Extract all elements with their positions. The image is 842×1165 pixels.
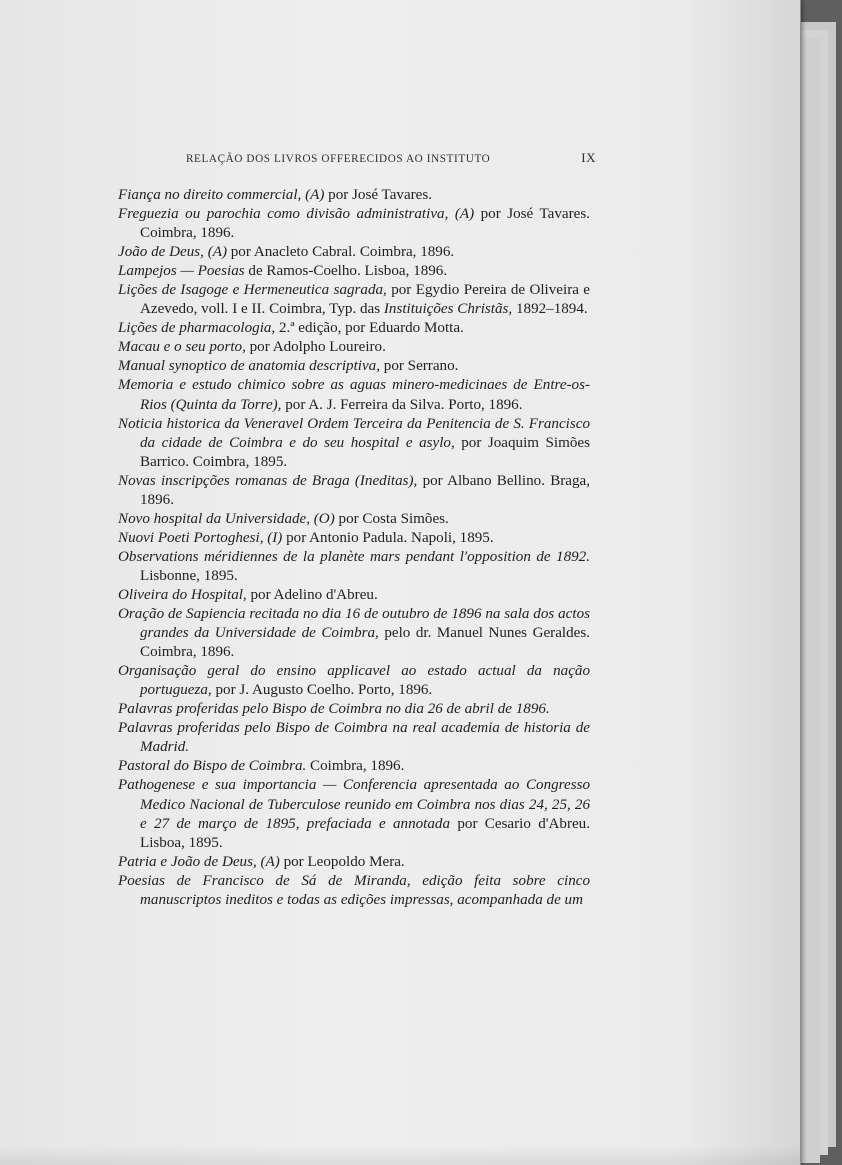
entry-details: por Serrano. — [380, 358, 459, 375]
entry-details: por Anacleto Cabral. Coimbra, 1896. — [226, 244, 455, 261]
bibliography-entry — [118, 262, 590, 281]
entry-details: por J. Augusto Coelho. Porto, 1896. — [211, 682, 433, 699]
entry-details: por Adelino d'Abreu. — [246, 586, 378, 603]
entry-title-secondary: Instituições Christãs, — [383, 301, 513, 318]
entry-title: Manual synoptico de anatomia descriptiva, — [118, 358, 381, 375]
bibliography-entry — [118, 338, 590, 357]
entry-details: por Albano Bellino. Braga, 1896. — [140, 472, 591, 508]
entry-details: por Adolpho Loureiro. — [245, 339, 386, 356]
entry-title: Patria e João de Deus, (A) — [118, 853, 280, 870]
running-title: RELAÇÃO DOS LIVROS OFFERECIDOS AO INSTITUTO — [186, 153, 491, 165]
entry-details: 2.ª edição, por Eduardo Motta. — [275, 320, 464, 337]
entry-title: Organisação geral do ensino applicavel ao estado actual da nação portugueza, — [118, 663, 590, 699]
entry-title: Novas inscripções romanas de Braga (Ineditas), — [118, 472, 418, 489]
bibliography-entry — [118, 415, 590, 472]
entry-title: Pathogenese e sua importancia — Conferencia apresentada ao Congresso Medico Nacional de Tuberculose reunido em Coimbra nos dias 24, 25, 26 e 27 de março de 1895, prefaciada e annotada — [118, 777, 590, 832]
entry-title: Freguezia ou parochia como divisão administrativa, (A) — [118, 206, 475, 223]
bibliography-entry — [118, 510, 590, 529]
entry-title: Oração de Sapiencia recitada no dia 16 de outubro de 1896 na sala dos actos grandes da Universidade de Coimbra, — [118, 606, 590, 642]
bibliography-entry — [118, 319, 590, 338]
bibliography-entry — [118, 243, 590, 262]
entry-title: Lampejos — Poesias — [118, 263, 245, 280]
bibliography-entry — [118, 186, 590, 205]
entry-title: Nuovi Poeti Portoghesi, (I) — [118, 529, 283, 546]
entry-details-secondary: 1892–1894. — [512, 301, 588, 318]
bibliography-list — [118, 186, 590, 910]
entry-details: por José Tavares. Coimbra, 1896. — [140, 206, 590, 242]
entry-title: Noticia historica da Veneravel Ordem Terceira da Penitencia de S. Francisco da cidade de Coimbra e do seu hospital e asylo, — [118, 415, 590, 451]
bibliography-entry — [118, 548, 590, 586]
bibliography-entry — [118, 205, 590, 243]
entry-details: por Costa Simões. — [334, 510, 449, 527]
running-head — [186, 150, 596, 166]
entry-details: por José Tavares. — [324, 187, 433, 203]
entry-title: Observations méridiennes de la planète mars pendant l'opposition de 1892. — [118, 548, 590, 565]
entry-details: por Egydio Pereira de Oliveira e Azevedo, voll. I e II. Coimbra, Typ. das — [140, 282, 590, 318]
entry-details: Coimbra, 1896. — [306, 758, 405, 775]
entry-details: Lisbonne, 1895. — [140, 567, 238, 584]
entry-details: por A. J. Ferreira da Silva. Porto, 1896. — [281, 396, 523, 413]
entry-title: Palavras proferidas pelo Bispo de Coimbra na real academia de historia de Madrid. — [118, 720, 590, 756]
bibliography-entry — [118, 605, 590, 662]
entry-title: Lições de pharmacologia, — [118, 320, 276, 337]
bibliography-entry — [118, 472, 590, 510]
entry-details: por Joaquim Simões Barrico. Coimbra, 1895. — [140, 434, 590, 470]
entry-details: de Ramos-Coelho. Lisboa, 1896. — [244, 263, 448, 280]
bibliography-entry — [118, 757, 590, 776]
entry-details: por Leopoldo Mera. — [279, 853, 405, 870]
entry-title: Macau e o seu porto, — [118, 339, 246, 356]
bibliography-entry — [118, 776, 590, 852]
entry-title: Oliveira do Hospital, — [118, 586, 247, 603]
entry-title: João de Deus, (A) — [118, 244, 227, 261]
bibliography-entry — [118, 529, 590, 548]
entry-title: Novo hospital da Universidade, (O) — [118, 510, 335, 527]
bibliography-entry — [118, 853, 590, 872]
entry-title: Fiança no direito commercial, (A) — [118, 187, 325, 203]
entry-title: Pastoral do Bispo de Coimbra. — [118, 758, 307, 775]
bibliography-entry — [118, 357, 590, 376]
entry-details: por Cesario d'Abreu. Lisboa, 1895. — [140, 815, 590, 851]
bibliography-entry — [118, 719, 590, 757]
bibliography-entry — [118, 872, 590, 910]
entry-title: Palavras proferidas pelo Bispo de Coimbra no dia 26 de abril de 1896. — [118, 701, 550, 718]
entry-details: pelo dr. Manuel Nunes Geraldes. Coimbra, 1896. — [140, 625, 590, 661]
bibliography-entry — [118, 700, 590, 719]
bibliography-entry — [118, 586, 590, 605]
entry-title: Lições de Isagoge e Hermeneutica sagrada, — [118, 282, 387, 299]
entry-title: Poesias de Francisco de Sá de Miranda, edição feita sobre cinco manuscriptos ineditos e todas as edições impressas, acompanhada de um — [118, 872, 590, 908]
entry-details: por Antonio Padula. Napoli, 1895. — [282, 529, 494, 546]
page-number: IX — [581, 150, 596, 165]
bibliography-entry — [118, 281, 590, 319]
bibliography-entry — [118, 376, 590, 414]
entry-title: Memoria e estudo chimico sobre as aguas minero-medicinaes de Entre-os-Rios (Quinta da Torre), — [118, 377, 590, 413]
bibliography-entry — [118, 662, 590, 700]
